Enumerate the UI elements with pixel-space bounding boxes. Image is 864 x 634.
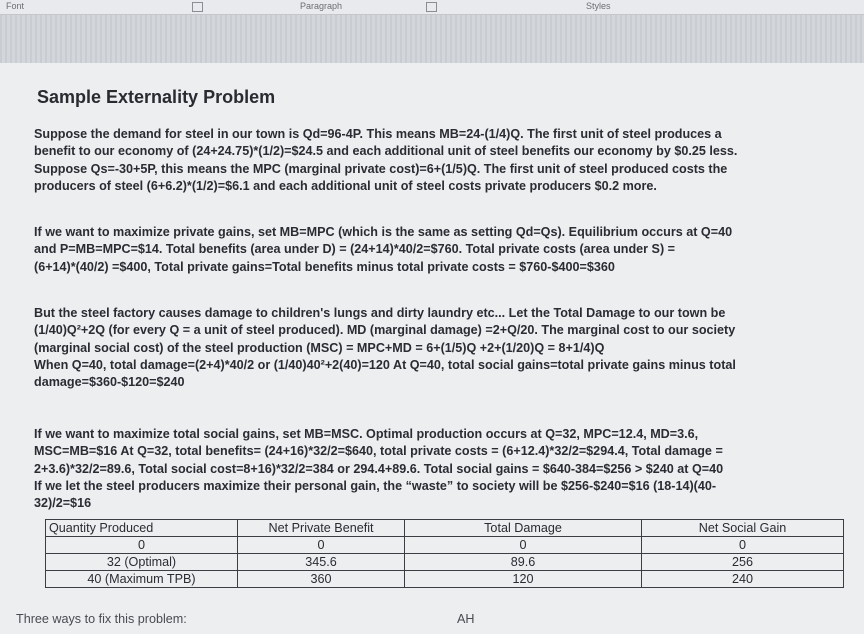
paragraph-private-gains: If we want to maximize private gains, set MB=MPC (which is the same as setting Qd=Qs). Equilibrium occurs at Q=40 and P=MB=MPC=$14. Total benefits (area under D) = (24+14)*40/2=$760. Total private costs (area under S) = (6+14)*(40/2) =$400, Total private gains=Total benefits minus total private costs = $760-$400=$360	[34, 225, 733, 274]
cell-net-private-benefit: 345.6	[238, 554, 405, 571]
results-table	[45, 519, 844, 588]
table-header-row	[46, 520, 844, 537]
footer-fragment: AH	[457, 612, 475, 626]
header-total-damage: Total Damage	[405, 520, 642, 537]
cell-quantity: 0	[46, 537, 238, 554]
cell-net-social-gain: 240	[642, 571, 844, 588]
cell-net-social-gain: 256	[642, 554, 844, 571]
cell-quantity: 32 (Optimal)	[46, 554, 238, 571]
document-title: Sample Externality Problem	[37, 87, 276, 107]
ribbon-group-bar	[0, 0, 864, 15]
header-net-social-gain: Net Social Gain	[642, 520, 844, 537]
cell-net-private-benefit: 0	[238, 537, 405, 554]
paragraph-damage: But the steel factory causes damage to children's lungs and dirty laundry etc... Let the Total Damage to our town be (1/40)Q²+2Q (for every Q = a unit of steel produced). MD (marginal damage) =2+Q/20. The marginal cost to our society (marginal social cost) of the steel production (MSC) = MPC+MD = 6+(1/5)Q +2+(1/20)Q = 8+1/4)Q When Q=40, total damage=(2+4)*40/2 or (1/40)40²+2(40)=120 At Q=40, total social gains=total private gains minus total damage=$360-$120=$240	[34, 306, 736, 390]
cell-quantity: 40 (Maximum TPB)	[46, 571, 238, 588]
cell-total-damage: 89.6	[405, 554, 642, 571]
cell-net-private-benefit: 360	[238, 571, 405, 588]
font-group-label: Font	[6, 1, 25, 11]
font-dialog-launcher-icon[interactable]	[192, 2, 203, 12]
table-row	[46, 537, 844, 554]
cell-total-damage: 120	[405, 571, 642, 588]
styles-group-label: Styles	[586, 1, 611, 11]
footer-text: Three ways to fix this problem:	[16, 612, 187, 626]
table-row	[46, 554, 844, 571]
cell-total-damage: 0	[405, 537, 642, 554]
table-row	[46, 571, 844, 588]
paragraph-group-label: Paragraph	[300, 1, 343, 11]
paragraph-social-gains: If we want to maximize total social gains, set MB=MSC. Optimal production occurs at Q=32, MPC=12.4, MD=3.6, MSC=MB=$16 At Q=32, total benefits= (24+16)*32/2=$640, total private costs = (6+12.4)*32/2=$294.4, Total damage = 2+3.6)*32/2=89.6, Total social cost=8+16)*32/2=384 or 294.4+89.6. Total social gains = $640-384=$256 > $240 at Q=40 If we let the steel producers maximize their personal gain, the “waste” to society will be $256-$240=$16 (18-14)(40- 32)/2=$16	[34, 427, 724, 511]
cell-net-social-gain: 0	[642, 537, 844, 554]
header-net-private-benefit: Net Private Benefit	[238, 520, 405, 537]
ruler-band	[0, 15, 864, 63]
paragraph-dialog-launcher-icon[interactable]	[426, 2, 437, 12]
header-quantity: Quantity Produced	[46, 520, 238, 537]
paragraph-demand: Suppose the demand for steel in our town is Qd=96-4P. This means MB=24-(1/4)Q. The first unit of steel produces a benefit to our economy of (24+24.75)*(1/2)=$24.5 and each additional unit of steel benefits our economy by $0.25 less. Suppose Qs=-30+5P, this means the MPC (marginal private cost)=6+(1/5)Q. The first unit of steel produced costs the producers of steel (6+6.2)*(1/2)=$6.1 and each additional unit of steel costs private producers $0.2 more.	[34, 127, 738, 193]
